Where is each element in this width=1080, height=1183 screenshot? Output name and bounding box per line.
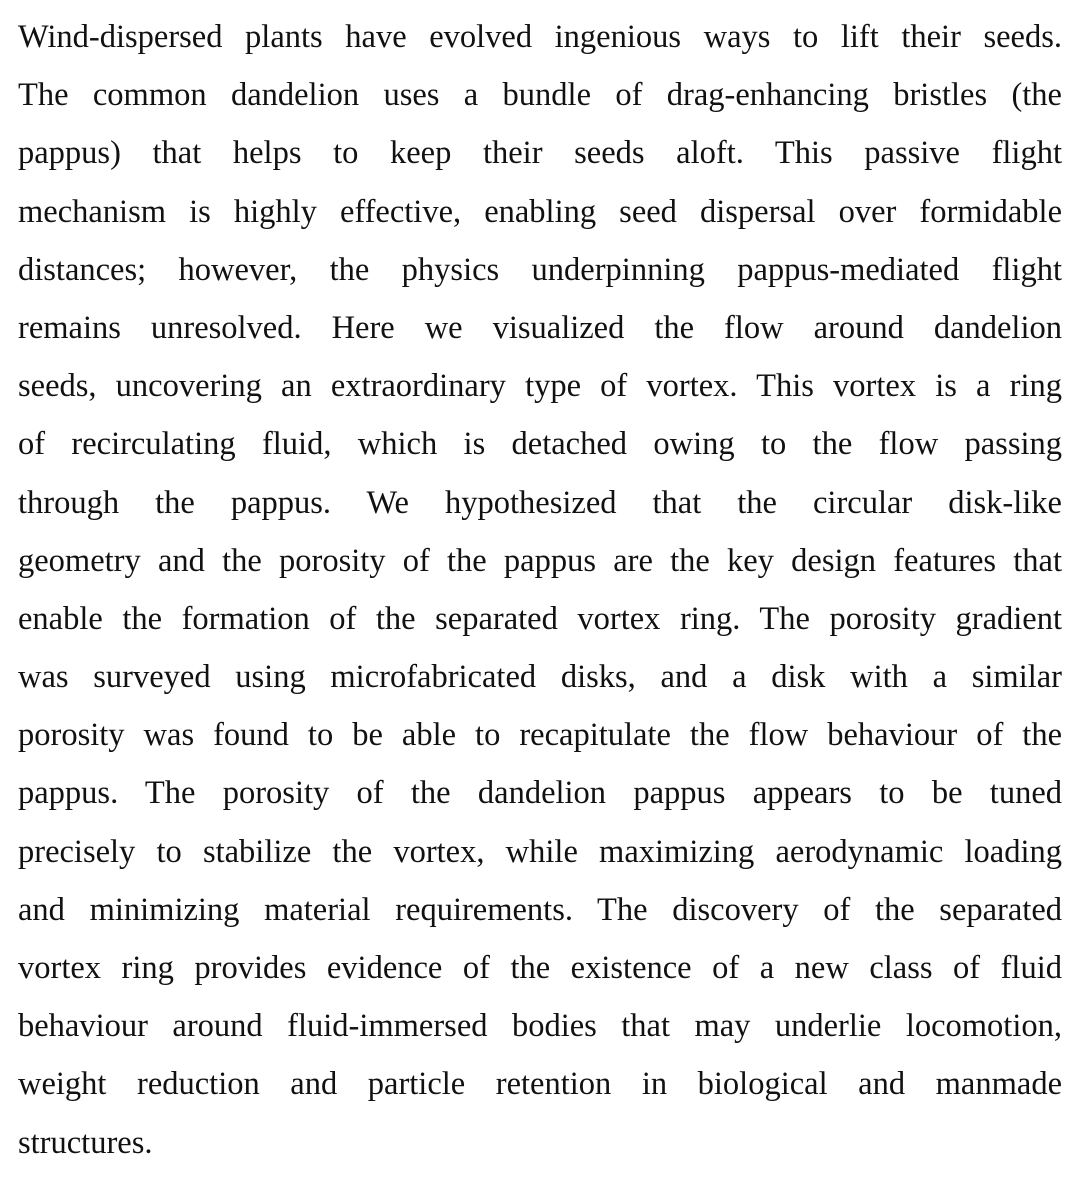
abstract-paragraph — [18, 8, 1062, 1172]
text-line: remains unresolved. Here we visualized the flow around dandelion — [18, 309, 1062, 346]
text-line: was surveyed using microfabricated disks, and a disk with a similar — [18, 659, 1062, 696]
text-line: vortex ring provides evidence of the existence of a new class of fluid — [18, 950, 1062, 986]
text-line: behaviour around fluid-immersed bodies that may underlie locomotion, — [18, 1008, 1062, 1045]
text-line: through the pappus. We hypothesized that the circular disk-like — [18, 484, 1062, 521]
text-line: of recirculating fluid, which is detached owing to the flow passing — [18, 426, 1062, 463]
text-line: and minimizing material requirements. The discovery of the separated — [18, 891, 1062, 928]
text-line: seeds, uncovering an extraordinary type of vortex. This vortex is a ring — [18, 368, 1062, 405]
text-line: geometry and the porosity of the pappus are the key design features that — [18, 542, 1062, 579]
text-line: distances; however, the physics underpinning pappus-mediated flight — [18, 251, 1062, 288]
text-line: Wind-dispersed plants have evolved ingenious ways to lift their seeds. — [18, 19, 1062, 55]
text-line: The common dandelion uses a bundle of drag-enhancing bristles (the — [18, 77, 1062, 114]
text-line: pappus. The porosity of the dandelion pappus appears to be tuned — [18, 775, 1062, 812]
text-line: porosity was found to be able to recapitulate the flow behaviour of the — [18, 717, 1062, 754]
text-line: weight reduction and particle retention in biological and manmade — [18, 1066, 1062, 1103]
text-line: enable the formation of the separated vortex ring. The porosity gradient — [18, 600, 1062, 637]
text-line: pappus) that helps to keep their seeds aloft. This passive flight — [18, 135, 1062, 172]
text-line: structures. — [18, 1124, 153, 1161]
text-line: precisely to stabilize the vortex, while maximizing aerodynamic loading — [18, 833, 1062, 870]
text-line: mechanism is highly effective, enabling seed dispersal over formidable — [18, 193, 1062, 230]
